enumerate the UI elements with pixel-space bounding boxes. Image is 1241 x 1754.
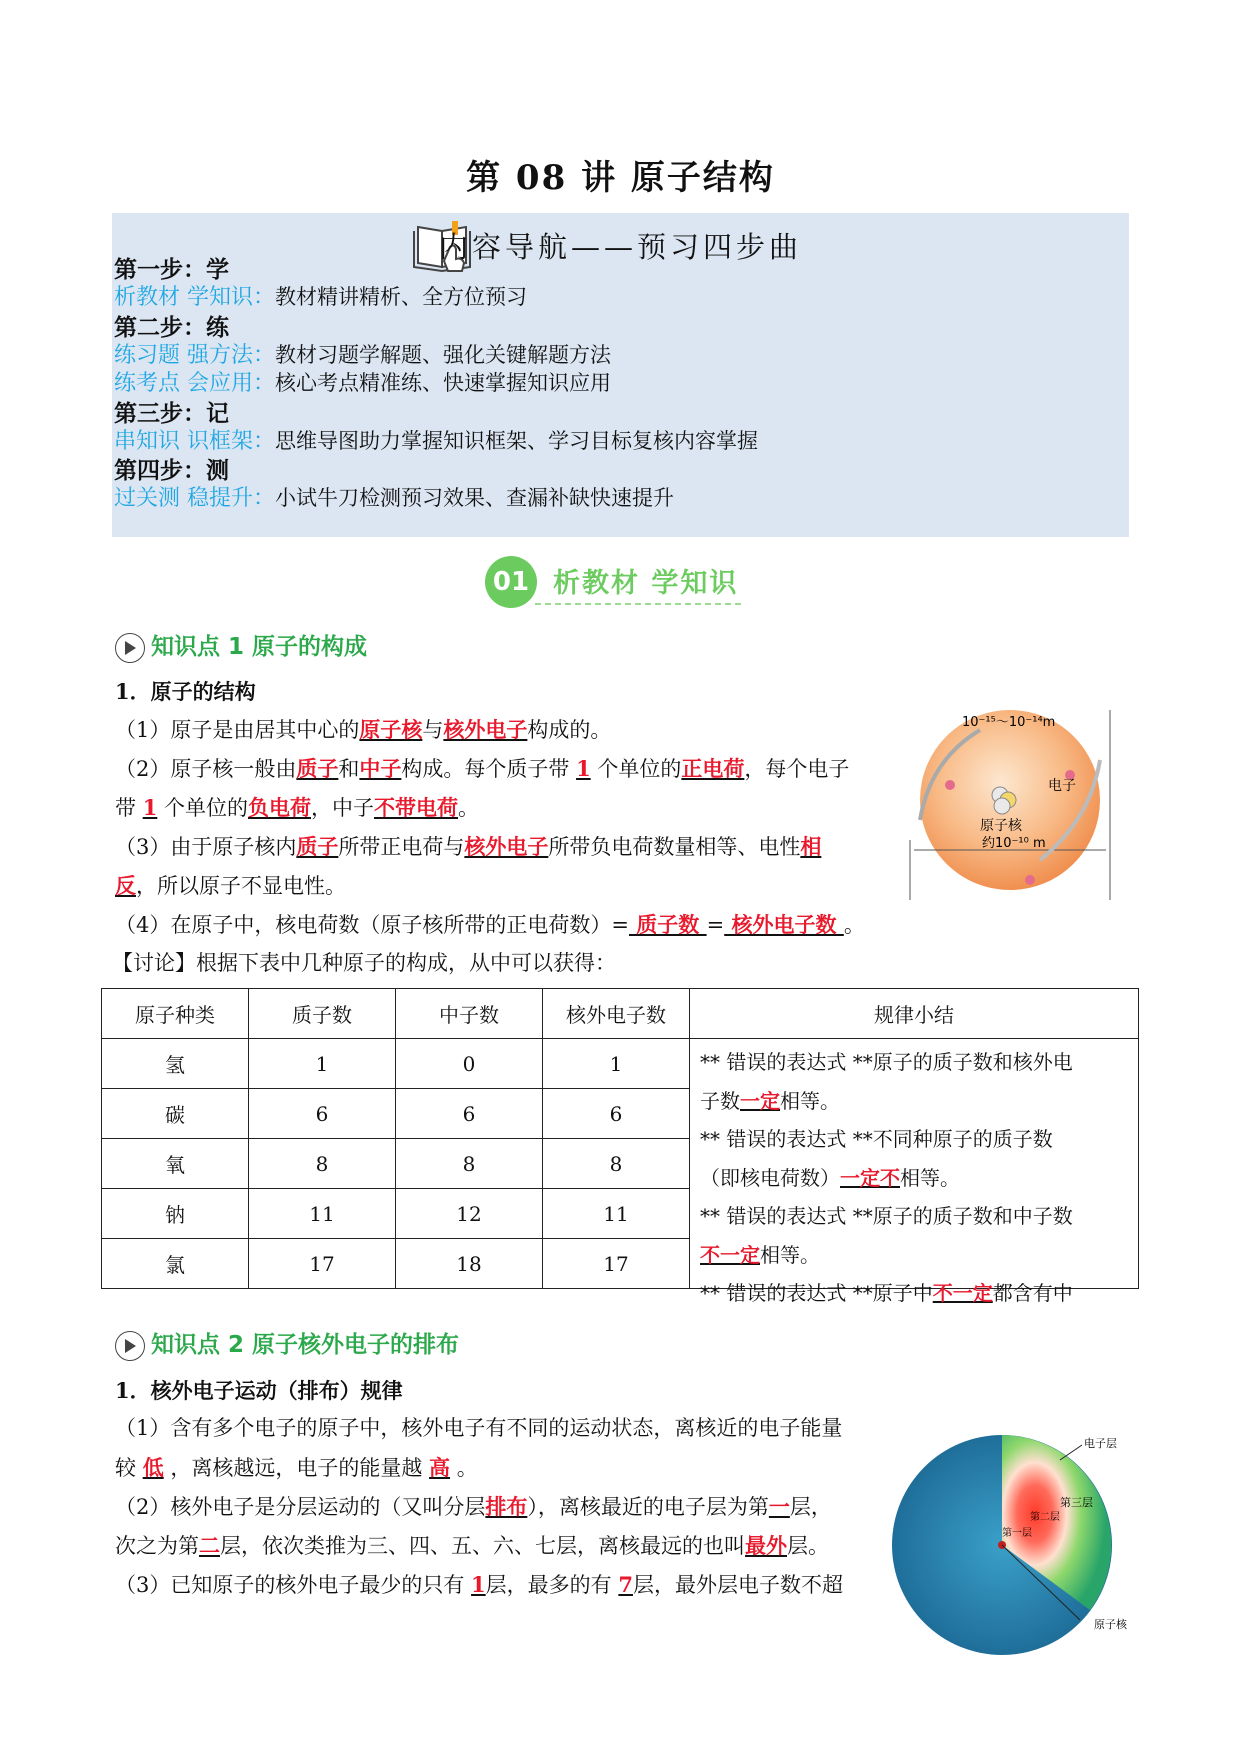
answer-text: 相 bbox=[800, 834, 822, 859]
kp1-paragraph-3b bbox=[115, 866, 346, 906]
section-label: 析教材 学知识 bbox=[553, 568, 739, 599]
text-segment: 都含有中 bbox=[992, 1281, 1073, 1305]
kp1-paragraph-1 bbox=[115, 710, 611, 750]
table-cell: 氯 bbox=[102, 1239, 249, 1289]
text-segment: = bbox=[706, 913, 725, 937]
table-cell: 12 bbox=[396, 1189, 543, 1239]
answer-text: 一定不 bbox=[840, 1165, 900, 1190]
table-header: 核外电子数 bbox=[543, 989, 690, 1039]
table-cell: 氢 bbox=[102, 1039, 249, 1089]
text-segment: （3）由于原子核内 bbox=[115, 835, 297, 859]
text-segment: 个单位的 bbox=[590, 757, 682, 781]
answer-text: 负电荷 bbox=[248, 795, 311, 820]
table-cell: 氧 bbox=[102, 1139, 249, 1189]
text-segment: （1）含有多个电子的原子中，核外电子有不同的运动状态，离核近的电子能量 bbox=[115, 1416, 843, 1440]
text-segment: ，每个电子 bbox=[744, 757, 850, 781]
text-segment: ** 错误的表达式 **原子的质子数和核外电 bbox=[700, 1050, 1073, 1074]
text-segment: （2）原子核一般由 bbox=[115, 757, 297, 781]
layer-2-label: 第二层 bbox=[1030, 1512, 1060, 1523]
nav-item-desc: 思维导图助力掌握知识框架、学习目标复核内容掌握 bbox=[275, 428, 758, 453]
text-segment: 构成。每个质子带 bbox=[401, 757, 577, 781]
nav-step-item bbox=[114, 338, 611, 369]
nav-item-tag: 过关测 稳提升： bbox=[114, 486, 275, 511]
nav-item-desc: 小试牛刀检测预习效果、查漏补缺快速提升 bbox=[275, 486, 674, 510]
knowledge-point-1-title bbox=[115, 628, 367, 663]
table-cell: 钠 bbox=[102, 1189, 249, 1239]
text-segment: 较 bbox=[115, 1456, 143, 1480]
text-segment: ，所以原子不显电性。 bbox=[136, 874, 346, 898]
text-segment: 。 bbox=[458, 796, 479, 820]
nucleus-label: 原子核 bbox=[980, 818, 1022, 834]
arrow-circle-icon bbox=[115, 1331, 145, 1361]
answer-text: 核外电子 bbox=[464, 834, 549, 859]
text-segment: 层，最外层电子数不超 bbox=[632, 1573, 843, 1597]
table-cell: 18 bbox=[396, 1239, 543, 1289]
kp2-subheading: 1．核外电子运动（排布）规律 bbox=[115, 1378, 403, 1403]
table-row bbox=[102, 1039, 1139, 1089]
kp2-paragraph-3 bbox=[115, 1565, 843, 1605]
text-segment: 所带负电荷数量相等、电性 bbox=[548, 835, 801, 859]
answer-text: 1 bbox=[471, 1572, 486, 1597]
text-segment: 构成的。 bbox=[527, 718, 612, 742]
answer-text: 一定 bbox=[740, 1088, 780, 1113]
table-cell: 8 bbox=[396, 1139, 543, 1189]
nav-item-tag: 练考点 会应用： bbox=[114, 371, 275, 396]
table-cell: 17 bbox=[249, 1239, 396, 1289]
table-cell: 8 bbox=[249, 1139, 396, 1189]
table-header-row bbox=[102, 989, 1139, 1039]
summary-line bbox=[700, 1236, 1138, 1275]
shell-label: 电子层 bbox=[1084, 1437, 1117, 1450]
answer-text: 1 bbox=[142, 795, 158, 820]
layer-1-label: 第一层 bbox=[1002, 1528, 1032, 1539]
table-cell: 6 bbox=[249, 1089, 396, 1139]
kp1-subheading: 1．原子的结构 bbox=[115, 679, 256, 704]
nav-item-desc: 教材习题学解题、强化关键解题方法 bbox=[275, 342, 611, 367]
summary-line bbox=[700, 1197, 1138, 1236]
nav-step-item bbox=[114, 366, 611, 397]
text-segment: 与 bbox=[422, 718, 444, 742]
nav-step-item bbox=[114, 481, 674, 512]
text-segment: ），离核最近的电子层为第 bbox=[527, 1495, 769, 1519]
nav-step-item bbox=[114, 424, 758, 455]
discussion-line: 【讨论】根据下表中几种原子的构成，从中可以获得： bbox=[112, 951, 616, 975]
content-navigation-box bbox=[112, 213, 1129, 537]
answer-text: 不一定 bbox=[700, 1242, 760, 1267]
table-cell: 1 bbox=[249, 1039, 396, 1089]
nucleus-label: 原子核 bbox=[1094, 1618, 1127, 1631]
kp1-paragraph-2a bbox=[115, 749, 849, 789]
answer-text: 不带电荷 bbox=[374, 795, 458, 820]
table-cell: 6 bbox=[543, 1089, 690, 1139]
answer-text: 排布 bbox=[485, 1494, 528, 1519]
electron-dot bbox=[945, 780, 955, 790]
table-cell: 碳 bbox=[102, 1089, 249, 1139]
table-cell: 11 bbox=[249, 1189, 396, 1239]
text-segment: 层，最多的有 bbox=[485, 1573, 619, 1597]
table-header: 原子种类 bbox=[102, 989, 249, 1039]
text-segment: ** 错误的表达式 **原子的质子数和中子数 bbox=[700, 1204, 1073, 1228]
answer-text: 正电荷 bbox=[681, 756, 745, 781]
kp2-paragraph-2b bbox=[115, 1526, 829, 1566]
nav-item-tag: 串知识 识框架： bbox=[114, 428, 275, 454]
scale-bottom-label: 约10⁻¹⁰ m bbox=[982, 836, 1046, 851]
kp2-title-text: 知识点 2 原子核外电子的排布 bbox=[151, 1332, 460, 1358]
kp1-title-text: 知识点 1 原子的构成 bbox=[151, 634, 368, 660]
knowledge-point-2-title bbox=[115, 1326, 459, 1361]
answer-text: 质子 bbox=[296, 756, 339, 781]
nav-heading: 内容导航——预习四步曲 bbox=[438, 230, 802, 264]
text-segment: （即核电荷数） bbox=[700, 1165, 840, 1190]
table-cell: 0 bbox=[396, 1039, 543, 1089]
layer-3-label: 第三层 bbox=[1060, 1496, 1093, 1509]
table-cell: 17 bbox=[543, 1239, 690, 1289]
kp1-paragraph-4 bbox=[115, 905, 865, 945]
nav-item-tag: 析教材 学知识： bbox=[114, 285, 275, 310]
answer-text: 中子 bbox=[359, 756, 402, 781]
section-underline bbox=[535, 603, 741, 605]
answer-text: 二 bbox=[199, 1533, 220, 1558]
answer-text: 质子 bbox=[296, 834, 339, 859]
nav-step-4: 第四步：测 bbox=[114, 457, 229, 484]
text-segment: 层，依次类推为三、四、五、六、七层，离核最远的也叫 bbox=[220, 1534, 745, 1558]
electron-label: 电子 bbox=[1048, 778, 1076, 794]
nav-step-3: 第三步：记 bbox=[114, 399, 229, 427]
text-segment: （1）原子是由居其中心的 bbox=[115, 718, 360, 742]
text-segment: 所带正电荷与 bbox=[338, 835, 465, 859]
text-segment: 相等。 bbox=[760, 1242, 820, 1267]
answer-text: 高 bbox=[429, 1455, 451, 1480]
text-segment: 子数 bbox=[700, 1088, 740, 1113]
nav-step-item bbox=[114, 280, 527, 311]
answer-text: 反 bbox=[115, 873, 136, 898]
text-segment: 相等。 bbox=[900, 1165, 960, 1190]
answer-text: 1 bbox=[576, 756, 591, 781]
text-segment: 次之为第 bbox=[115, 1534, 199, 1558]
electron-shell-figure bbox=[890, 1420, 1150, 1660]
section-number: 01 bbox=[485, 556, 537, 608]
text-segment: 相等。 bbox=[780, 1088, 840, 1113]
answer-text: 最外 bbox=[745, 1533, 787, 1558]
answer-text: 7 bbox=[618, 1572, 633, 1597]
table-header: 质子数 bbox=[249, 989, 396, 1039]
table-cell: 1 bbox=[543, 1039, 690, 1089]
summary-line bbox=[700, 1274, 1138, 1313]
text-segment: ** 错误的表达式 **不同种原子的质子数 bbox=[700, 1127, 1053, 1151]
kp2-paragraph-1b bbox=[115, 1448, 478, 1488]
text-segment: 个单位的 bbox=[157, 796, 248, 820]
summary-line bbox=[700, 1082, 1138, 1121]
table-cell: 6 bbox=[396, 1089, 543, 1139]
kp2-paragraph-2a bbox=[115, 1487, 832, 1527]
kp2-paragraph-1a bbox=[115, 1409, 842, 1448]
text-segment: ，离核越远，电子的能量越 bbox=[163, 1456, 430, 1480]
text-segment: 带 bbox=[115, 796, 143, 820]
atom-structure-figure bbox=[900, 700, 1140, 900]
text-segment: 。 bbox=[450, 1456, 478, 1480]
text-segment: （3）已知原子的核外电子最少的只有 bbox=[115, 1573, 472, 1597]
text-segment: （4）在原子中，核电荷数（原子核所带的正电荷数）= bbox=[115, 913, 629, 937]
rule-summary-cell bbox=[690, 1039, 1139, 1305]
nav-item-desc: 核心考点精准练、快速掌握知识应用 bbox=[275, 371, 611, 395]
kp1-paragraph-3a bbox=[115, 827, 821, 867]
atom-composition-table bbox=[101, 988, 1139, 1305]
table-header: 规律小结 bbox=[690, 989, 1139, 1039]
text-segment: ，中子 bbox=[311, 796, 374, 820]
answer-text: 核外电子数 bbox=[724, 912, 844, 937]
text-segment: 层， bbox=[789, 1495, 832, 1519]
page-title: 第 08 讲 原子结构 bbox=[466, 158, 775, 198]
summary-line bbox=[700, 1159, 1138, 1198]
text-segment: 层。 bbox=[787, 1534, 829, 1558]
summary-line bbox=[700, 1120, 1138, 1159]
text-segment: 和 bbox=[338, 757, 360, 781]
electron-dot bbox=[1025, 875, 1035, 885]
text-segment: ** 错误的表达式 **原子中 bbox=[700, 1281, 933, 1305]
table-header: 中子数 bbox=[396, 989, 543, 1039]
nav-step-2: 第二步：练 bbox=[114, 313, 229, 341]
table-cell: 8 bbox=[543, 1139, 690, 1189]
answer-text: 质子数 bbox=[628, 912, 707, 937]
text-segment: （2）核外电子是分层运动的（又叫分层 bbox=[115, 1495, 486, 1519]
arrow-circle-icon bbox=[115, 633, 145, 663]
text-segment: 。 bbox=[843, 913, 865, 937]
answer-text: 低 bbox=[142, 1455, 164, 1480]
nav-item-tag: 练习题 强方法： bbox=[114, 342, 275, 368]
table-cell: 11 bbox=[543, 1189, 690, 1239]
summary-line bbox=[700, 1043, 1138, 1082]
kp1-paragraph-2b bbox=[115, 788, 479, 828]
nav-item-desc: 教材精讲精析、全方位预习 bbox=[275, 285, 527, 309]
answer-text: 一 bbox=[768, 1494, 790, 1519]
scale-top-label: 10⁻¹⁵～10⁻¹⁴m bbox=[962, 715, 1056, 730]
answer-text: 原子核 bbox=[359, 717, 423, 742]
nav-step-1: 第一步：学 bbox=[114, 256, 229, 283]
answer-text: 核外电子 bbox=[443, 717, 528, 742]
section-badge bbox=[485, 553, 765, 611]
answer-text: 不一定 bbox=[932, 1281, 993, 1305]
